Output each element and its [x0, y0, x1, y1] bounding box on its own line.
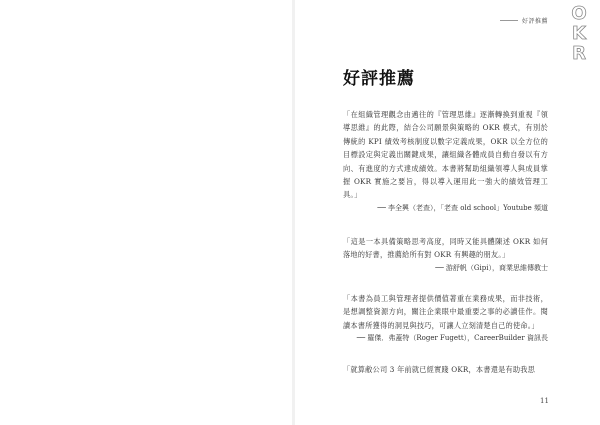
review-attribution: ── 李全興（老查），「老查 old school」Youtube 頻道 — [377, 203, 548, 212]
review-quote: 「這是一本具備策略思考高度，同時又能具體陳述 OKR 如何落地的好書，推薦給所有對 OKR 有興趣的朋友。」 — [343, 237, 548, 260]
page-title: 好評推薦 — [343, 69, 415, 89]
review-block — [343, 235, 548, 275]
review-attribution: ── 羅傑．弗蓋特（Roger Fugett），CareerBuilder 資訊長 — [356, 334, 548, 343]
page-gutter — [292, 0, 295, 425]
review-attribution: ── 游舒帆（Gipi），商業思維傳教士 — [435, 263, 548, 272]
okr-logo — [568, 4, 590, 64]
page-number: 11 — [540, 397, 549, 405]
running-head-rule — [500, 20, 518, 21]
review-block — [343, 292, 548, 345]
review-block — [343, 108, 548, 215]
review-block — [343, 363, 548, 376]
review-quote: 「在組織管理觀念由邁往的『管理思維』逐漸轉換到重視『領導思維』的此際，結合公司願景與策略的 OKR 模式，有別於傳統的 KPI 績效考核制度以數字定義成果，OKR 以全方位的目標設定與定義出關鍵成果，讓組織各體成員自動自發以有方向、有進度的方式達成績效。本書將幫助組織領導人與成員掌握 OKR 實施之要旨，得以導入運用此一強大的績效管理工具。」 — [343, 110, 548, 200]
review-quote: 「本書為員工與管理者提供價值著重在業務成果，而非技術，是想調整資源方向，關注企業眼中最重要之事的必讀佳作。閱讀本書所獲得的洞見與技巧，可讓人立刻清楚自己的使命。」 — [343, 294, 548, 330]
review-quote: 「就算敝公司 3 年前就已經實踐 OKR，本書還是有助我思 — [343, 365, 536, 374]
okr-logo-letter: K — [572, 23, 586, 44]
okr-logo-letter: R — [572, 43, 586, 64]
okr-logo-letter: O — [571, 3, 587, 24]
running-head: 好評推薦 — [522, 18, 549, 25]
